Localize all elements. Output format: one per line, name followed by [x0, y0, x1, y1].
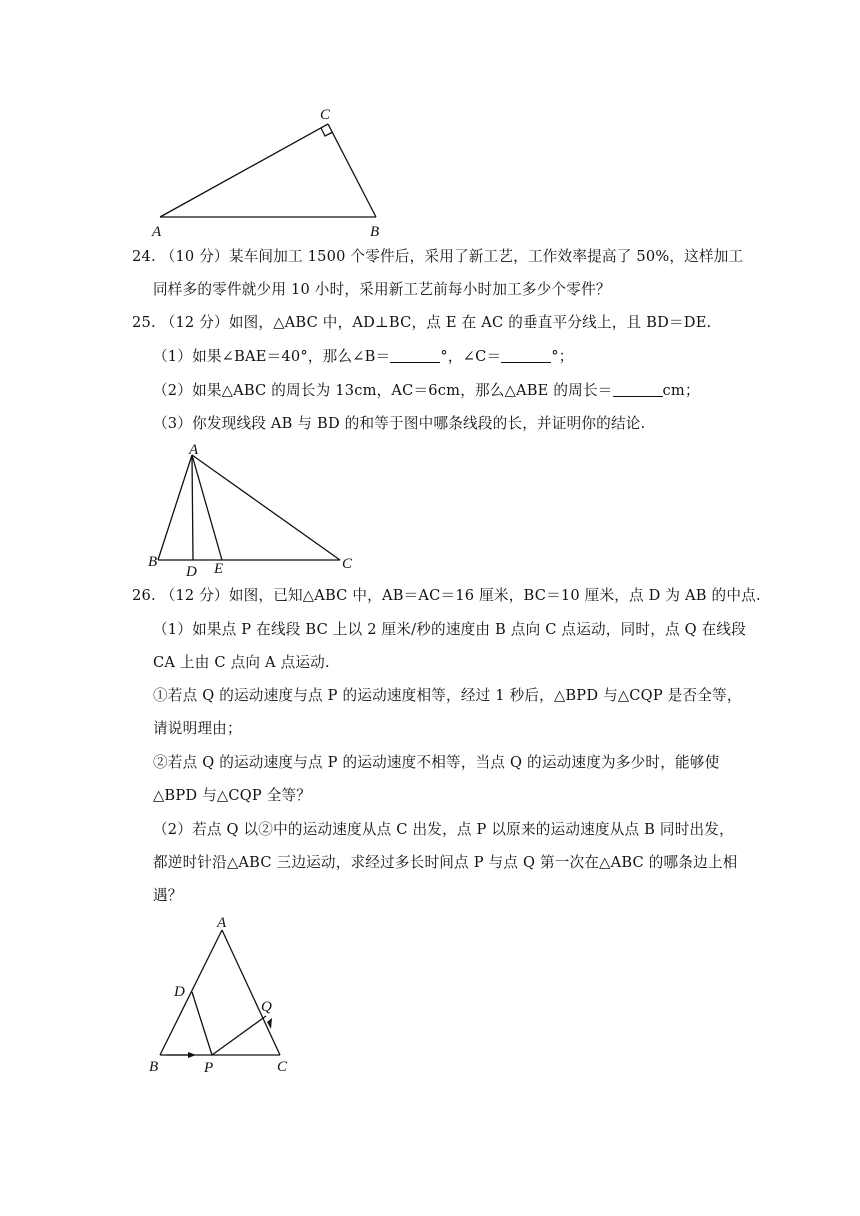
label-a: A — [152, 224, 162, 240]
q25-part-3: （3）你发现线段 AB 与 BD 的和等于图中哪条线段的长，并证明你的结论. — [153, 415, 646, 432]
segment-ab — [158, 455, 192, 560]
label-q: Q — [261, 999, 272, 1015]
q25-part-2-text-b: cm； — [662, 382, 700, 399]
answer-blank-angle-c[interactable] — [501, 348, 551, 363]
segment-ad — [192, 455, 193, 560]
segment-cb — [328, 124, 376, 217]
q25-part-1-text-a: （1）如果∠BAE＝40°，那么∠B＝ — [153, 348, 391, 365]
segment-pq — [212, 1016, 266, 1055]
label-b: B — [148, 554, 158, 570]
q24-line-1: 24. （10 分）某车间加工 1500 个零件后，采用了新工艺，工作效率提高了 50%，这样加工 — [132, 248, 744, 265]
label-p: P — [204, 1060, 214, 1076]
q26-sub-1-line-1: ①若点 Q 的运动速度与点 P 的运动速度相等，经过 1 秒后，△BPD 与△CQP 是否全等， — [153, 687, 742, 704]
segment-ac — [160, 124, 328, 217]
q26-sub-2-line-2: △BPD 与△CQP 全等？ — [153, 787, 312, 804]
q26-part-2-line-2: 都逆时针沿△ABC 三边运动，求经过多长时间点 P 与点 Q 第一次在△ABC 的哪条边上相 — [153, 854, 738, 871]
label-c: C — [342, 556, 353, 572]
q25-part-2-text-a: （2）如果△ABC 的周长为 13cm，AC＝6cm，那么△ABE 的周长＝ — [153, 382, 613, 399]
label-a: A — [217, 915, 227, 931]
segment-ac — [192, 455, 340, 560]
label-b: B — [370, 224, 380, 240]
segment-ac — [222, 930, 280, 1055]
q25-part-1-text-b: °，∠C＝ — [440, 348, 502, 365]
label-c: C — [277, 1059, 288, 1075]
q26-sub-2-line-1: ②若点 Q 的运动速度与点 P 的运动速度不相等，当点 Q 的运动速度为多少时，能够使 — [153, 754, 720, 771]
label-b: B — [149, 1059, 159, 1075]
segment-ae — [192, 455, 222, 560]
figure-right-triangle — [140, 100, 400, 240]
q25-part-1-text-c: °； — [551, 348, 574, 365]
segment-dp — [192, 992, 212, 1055]
label-c: C — [320, 107, 331, 123]
figure-triangle-ad-ae — [140, 440, 370, 580]
label-d: D — [174, 984, 185, 1000]
q26-stem: 26. （12 分）如图，已知△ABC 中，AB＝AC＝16 厘米，BC＝10 厘米，点 D 为 AB 的中点. — [132, 587, 761, 604]
segment-ab — [160, 930, 222, 1055]
q26-part-1-line-2: CA 上由 C 点向 A 点运动. — [153, 654, 330, 671]
q25-stem: 25. （12 分）如图，△ABC 中，AD⊥BC，点 E 在 AC 的垂直平分线上，且 BD＝DE. — [132, 314, 712, 331]
figure-isosceles-triangle-dpq — [140, 910, 310, 1080]
label-a: A — [189, 442, 199, 458]
q26-part-1-line-1: （1）如果点 P 在线段 BC 上以 2 厘米/秒的速度由 B 点向 C 点运动，同时，点 Q 在线段 — [153, 621, 747, 638]
q26-part-2-line-3: 遇？ — [153, 887, 183, 904]
q25-part-1 — [153, 347, 574, 367]
label-d: D — [186, 564, 197, 580]
q26-sub-1-line-2: 请说明理由； — [153, 720, 242, 737]
answer-blank-angle-b[interactable] — [390, 348, 440, 363]
label-e: E — [214, 561, 224, 577]
q24-line-2: 同样多的零件就少用 10 小时，采用新工艺前每小时加工多少个零件？ — [153, 281, 611, 298]
q25-part-2 — [153, 381, 700, 401]
q26-part-2-line-1: （2）若点 Q 以②中的运动速度从点 C 出发，点 P 以原来的运动速度从点 B 同时出发， — [153, 821, 734, 838]
answer-blank-perimeter[interactable] — [613, 382, 663, 397]
